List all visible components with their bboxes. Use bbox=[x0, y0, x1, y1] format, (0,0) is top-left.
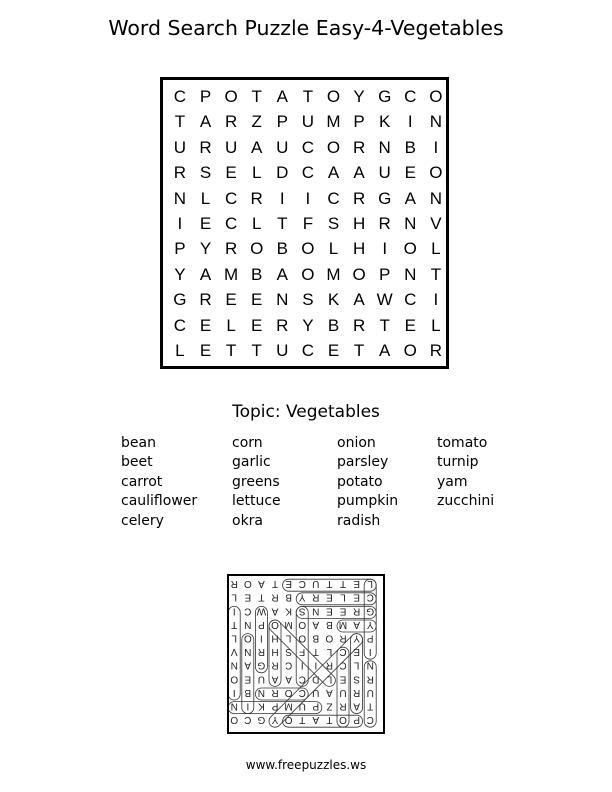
answer-letter: T bbox=[258, 591, 265, 603]
grid-letter: R bbox=[224, 112, 238, 132]
footer-url: www.freepuzzles.ws bbox=[245, 758, 367, 772]
answer-letter: W bbox=[256, 605, 267, 617]
word-column-1 bbox=[121, 434, 197, 531]
puzzle-title: Word Search Puzzle Easy-4-Vegetables bbox=[108, 16, 504, 40]
answer-letter: N bbox=[230, 700, 238, 712]
word-item: yam bbox=[437, 473, 468, 490]
word-item: potato bbox=[337, 473, 383, 490]
grid-letter: E bbox=[404, 163, 416, 183]
answer-letter: I bbox=[232, 605, 236, 617]
grid-letter: H bbox=[352, 214, 366, 233]
answer-letter: A bbox=[312, 714, 320, 726]
grid-letter: M bbox=[326, 264, 341, 284]
answer-letter: H bbox=[271, 632, 279, 644]
grid-letter: I bbox=[433, 290, 439, 310]
grid-letter: C bbox=[173, 87, 187, 106]
answer-letter: C bbox=[339, 646, 347, 658]
grid-letter: A bbox=[353, 163, 365, 183]
answer-letter: T bbox=[271, 578, 279, 590]
answer-letter: M bbox=[284, 700, 293, 712]
grid-letter: T bbox=[251, 87, 262, 106]
answer-letter: C bbox=[298, 578, 306, 590]
grid-letter: D bbox=[276, 163, 289, 183]
grid-letter: I bbox=[305, 188, 311, 208]
answer-letter: T bbox=[299, 714, 306, 726]
grid-letter: C bbox=[301, 137, 315, 157]
grid-letter: E bbox=[199, 341, 212, 360]
answer-letter: N bbox=[312, 605, 320, 617]
answer-letter: M bbox=[338, 618, 348, 630]
grid-letter: L bbox=[431, 239, 441, 259]
answer-letter: S bbox=[285, 646, 292, 658]
answer-letter: A bbox=[271, 673, 279, 685]
grid-letter: A bbox=[404, 188, 416, 208]
grid-letter: R bbox=[250, 188, 263, 208]
answer-letter: O bbox=[284, 686, 293, 698]
answer-letter: R bbox=[339, 700, 347, 712]
answer-letter: R bbox=[352, 686, 361, 698]
grid-letter: L bbox=[200, 188, 211, 208]
answer-letter: N bbox=[244, 618, 252, 630]
grid-letter: O bbox=[326, 137, 341, 157]
word-item: corn bbox=[232, 435, 263, 451]
grid-letter: T bbox=[302, 87, 314, 106]
answer-letter: R bbox=[257, 646, 266, 658]
word-column-2 bbox=[232, 434, 281, 531]
grid-letter: Y bbox=[302, 315, 314, 335]
grid-letter: P bbox=[174, 239, 186, 259]
grid-letter: B bbox=[276, 239, 288, 259]
answer-letter: C bbox=[284, 659, 293, 671]
answer-letter: L bbox=[353, 659, 360, 671]
grid-letter: I bbox=[279, 188, 285, 208]
answer-letter: H bbox=[271, 646, 279, 658]
answer-key bbox=[227, 574, 385, 734]
answer-letter: R bbox=[230, 578, 238, 590]
answer-letter: E bbox=[353, 591, 360, 603]
grid-letter: U bbox=[378, 163, 391, 183]
word-column-4 bbox=[437, 434, 494, 512]
grid-letter: C bbox=[327, 188, 340, 208]
answer-letter: V bbox=[230, 646, 238, 658]
answer-letter: O bbox=[243, 632, 252, 644]
answer-letter: I bbox=[300, 659, 304, 671]
grid-letter: Y bbox=[199, 239, 212, 259]
grid-letter: R bbox=[429, 341, 443, 360]
grid-letter: A bbox=[353, 290, 365, 310]
answer-letter: L bbox=[285, 632, 292, 644]
answer-highlight-loop bbox=[283, 715, 363, 727]
answer-letter: A bbox=[285, 673, 292, 685]
grid-letter: N bbox=[276, 290, 289, 310]
answer-letter: T bbox=[231, 618, 238, 630]
grid-letter: B bbox=[251, 264, 263, 284]
word-item: turnip bbox=[437, 454, 479, 471]
answer-letter: T bbox=[339, 578, 347, 590]
answer-letter: C bbox=[298, 673, 306, 685]
grid-letter: M bbox=[224, 264, 239, 284]
grid-letter: A bbox=[276, 264, 288, 284]
answer-letter: I bbox=[368, 646, 372, 658]
answer-letter: A bbox=[244, 659, 252, 671]
word-item: garlic bbox=[232, 454, 271, 471]
grid-letter: B bbox=[327, 315, 340, 335]
grid-letter: O bbox=[429, 87, 443, 106]
word-item: parsley bbox=[337, 454, 389, 471]
grid-letter: U bbox=[173, 137, 187, 157]
grid-letter: O bbox=[250, 239, 264, 259]
grid-letter: I bbox=[382, 239, 388, 259]
word-item: onion bbox=[337, 435, 376, 451]
grid-letter: G bbox=[378, 188, 392, 208]
word-item: celery bbox=[121, 512, 164, 529]
grid-letter: A bbox=[199, 264, 212, 284]
grid-letter: Z bbox=[251, 112, 262, 132]
answer-letter: E bbox=[353, 646, 360, 658]
grid-letter: L bbox=[175, 341, 185, 360]
grid-letter: N bbox=[404, 264, 417, 284]
answer-letter: L bbox=[367, 578, 373, 590]
answer-letter: E bbox=[285, 578, 292, 590]
answer-letter: P bbox=[271, 700, 279, 712]
answer-letter: R bbox=[271, 591, 279, 603]
grid-letter: N bbox=[378, 137, 391, 157]
word-item: greens bbox=[232, 473, 280, 490]
answer-letter: U bbox=[312, 578, 320, 590]
grid-letter: K bbox=[327, 290, 340, 310]
grid-letter: N bbox=[429, 112, 443, 132]
answer-letter: A bbox=[312, 618, 320, 630]
answer-letter: A bbox=[353, 700, 360, 712]
grid-letter: R bbox=[276, 315, 289, 335]
answer-letter: U bbox=[312, 686, 320, 698]
answer-letter: C bbox=[339, 659, 347, 671]
grid-letter: L bbox=[226, 315, 236, 335]
word-item: bean bbox=[121, 435, 156, 451]
grid-letter: R bbox=[199, 137, 212, 157]
grid-letter: L bbox=[251, 163, 262, 183]
answer-letter: B bbox=[326, 618, 333, 630]
grid-letter: C bbox=[224, 214, 238, 233]
answer-letter: O bbox=[271, 618, 279, 630]
answer-letter: R bbox=[312, 591, 320, 603]
answer-letter: G bbox=[257, 659, 266, 671]
grid-letter: O bbox=[326, 87, 341, 106]
answer-letter: A bbox=[258, 578, 265, 590]
grid-letter: M bbox=[326, 112, 341, 132]
word-column-3 bbox=[337, 434, 398, 531]
grid-letter: R bbox=[352, 315, 366, 335]
answer-letter: Y bbox=[298, 591, 306, 603]
answer-letter: P bbox=[366, 632, 374, 644]
answer-letter: E bbox=[339, 673, 347, 685]
grid-letter: G bbox=[378, 87, 392, 106]
grid-letter: S bbox=[302, 290, 314, 310]
answer-letter: Y bbox=[366, 618, 374, 630]
answer-letter: G bbox=[366, 605, 375, 617]
answer-letter: O bbox=[298, 632, 307, 644]
answer-letter: O bbox=[230, 673, 239, 685]
word-item: okra bbox=[232, 512, 264, 529]
grid-letter: T bbox=[251, 341, 262, 360]
answer-letter: L bbox=[326, 646, 333, 658]
answer-letter: U bbox=[366, 686, 374, 698]
grid-letter: K bbox=[379, 112, 391, 132]
answer-letter: O bbox=[230, 714, 239, 726]
answer-letter: E bbox=[339, 605, 347, 617]
grid-letter: R bbox=[173, 163, 187, 183]
grid-letter: E bbox=[225, 290, 237, 310]
grid-letter: R bbox=[352, 188, 366, 208]
grid-letter: L bbox=[431, 315, 441, 335]
grid-letter: B bbox=[404, 137, 416, 157]
answer-letter: F bbox=[299, 646, 306, 658]
answer-letter: B bbox=[312, 632, 320, 644]
grid-letter: O bbox=[301, 239, 315, 259]
grid-letter: O bbox=[224, 87, 238, 106]
answer-letter: P bbox=[312, 700, 320, 712]
word-item: lettuce bbox=[232, 493, 281, 510]
answer-letter: I bbox=[246, 700, 250, 712]
answer-letter: L bbox=[340, 591, 346, 603]
grid-letter: F bbox=[302, 214, 314, 233]
grid-letter: E bbox=[251, 290, 263, 310]
grid-letter: A bbox=[379, 341, 391, 360]
answer-letter: L bbox=[231, 632, 237, 644]
answer-letter: C bbox=[244, 714, 252, 726]
grid-letter: P bbox=[276, 112, 288, 132]
grid-letter: C bbox=[173, 315, 187, 335]
grid-letter: T bbox=[430, 264, 442, 284]
puzzle-grid bbox=[160, 77, 449, 369]
answer-letter: U bbox=[257, 673, 266, 685]
grid-letter: O bbox=[301, 264, 315, 284]
answer-letter: U bbox=[339, 686, 347, 698]
answer-letter: R bbox=[325, 659, 334, 671]
answer-key-graphic bbox=[229, 576, 383, 732]
answer-letter: E bbox=[244, 673, 252, 685]
answer-letter: K bbox=[258, 700, 265, 712]
grid-letter: A bbox=[327, 163, 340, 183]
grid-letter: H bbox=[352, 239, 366, 259]
grid-letter: L bbox=[251, 214, 262, 233]
answer-letter: K bbox=[285, 605, 292, 617]
grid-letter: R bbox=[224, 239, 238, 259]
answer-letter: N bbox=[257, 686, 266, 698]
answer-letter: B bbox=[285, 591, 292, 603]
answer-letter: R bbox=[339, 632, 347, 644]
answer-letter: Y bbox=[353, 632, 360, 644]
answer-letter: L bbox=[326, 673, 333, 685]
word-item: radish bbox=[337, 512, 381, 529]
grid-letter: I bbox=[177, 214, 183, 233]
answer-letter: O bbox=[325, 632, 334, 644]
answer-letter: M bbox=[284, 618, 293, 630]
answer-letter: E bbox=[326, 591, 333, 603]
grid-letter: Y bbox=[174, 264, 186, 284]
answer-letter: R bbox=[271, 659, 279, 671]
grid-letter: R bbox=[352, 137, 366, 157]
grid-letter: O bbox=[403, 341, 417, 360]
answer-letter: O bbox=[298, 618, 307, 630]
answer-letter: P bbox=[258, 618, 265, 630]
grid-letter: O bbox=[403, 239, 417, 259]
answer-letter: E bbox=[353, 578, 360, 590]
grid-letter: W bbox=[376, 290, 393, 310]
answer-letter: R bbox=[366, 673, 374, 685]
grid-letter: L bbox=[328, 239, 339, 259]
answer-letter: N bbox=[230, 659, 238, 671]
grid-letter: Y bbox=[353, 87, 365, 106]
grid-letter: E bbox=[404, 315, 416, 335]
grid-letter: E bbox=[327, 341, 340, 360]
grid-letter: C bbox=[404, 290, 417, 310]
grid-letter: P bbox=[353, 112, 365, 132]
word-item: zucchini bbox=[437, 493, 495, 510]
grid-letter: S bbox=[199, 163, 212, 183]
grid-letter: V bbox=[430, 214, 442, 233]
answer-letter: O bbox=[284, 714, 293, 726]
word-item: carrot bbox=[121, 473, 163, 490]
answer-letter: L bbox=[231, 591, 237, 603]
topic-heading: Topic: Vegetables bbox=[232, 402, 380, 422]
answer-letter: Y bbox=[271, 714, 279, 726]
answer-letter: O bbox=[339, 714, 347, 726]
grid-letter: T bbox=[379, 315, 390, 335]
answer-letter: S bbox=[298, 605, 306, 617]
grid-letter: O bbox=[352, 264, 366, 284]
word-item: pumpkin bbox=[337, 493, 399, 510]
grid-letter: U bbox=[276, 137, 289, 157]
answer-letter: G bbox=[257, 714, 266, 726]
grid-letter: E bbox=[251, 315, 263, 335]
grid-letter: E bbox=[199, 315, 212, 335]
grid-letter: O bbox=[429, 163, 443, 183]
answer-letter: I bbox=[232, 686, 236, 698]
grid-letter: U bbox=[276, 341, 289, 360]
answer-letter: S bbox=[353, 673, 360, 685]
answer-letter: T bbox=[326, 714, 333, 726]
answer-letter: I bbox=[314, 659, 318, 671]
grid-letter: T bbox=[225, 341, 237, 360]
answer-letter: P bbox=[353, 714, 360, 726]
word-item: cauliflower bbox=[121, 493, 198, 510]
grid-letter: I bbox=[433, 137, 439, 157]
answer-letter: T bbox=[326, 578, 333, 590]
grid-letter: S bbox=[327, 214, 340, 233]
answer-letter: N bbox=[366, 659, 374, 671]
answer-letter: A bbox=[353, 618, 360, 630]
grid-letter: A bbox=[276, 87, 288, 106]
word-item: tomato bbox=[437, 435, 488, 451]
answer-letter: A bbox=[326, 686, 333, 698]
answer-letter: C bbox=[244, 605, 252, 617]
answer-letter: R bbox=[352, 605, 361, 617]
grid-letter: T bbox=[174, 112, 186, 132]
answer-letter: C bbox=[298, 686, 306, 698]
grid-letter: P bbox=[199, 87, 212, 106]
grid-letter: N bbox=[429, 188, 443, 208]
answer-letter: A bbox=[271, 605, 279, 617]
answer-letter: C bbox=[366, 714, 374, 726]
grid-letter: U bbox=[301, 112, 315, 132]
answer-letter: T bbox=[367, 700, 374, 712]
grid-letter: C bbox=[224, 188, 238, 208]
answer-letter: O bbox=[243, 578, 252, 590]
grid-letter: N bbox=[173, 188, 187, 208]
answer-letter: R bbox=[271, 686, 279, 698]
answer-letter: I bbox=[260, 632, 263, 644]
answer-letter: T bbox=[312, 646, 319, 658]
grid-letter: P bbox=[379, 264, 391, 284]
answer-letter: C bbox=[366, 591, 374, 603]
answer-letter: B bbox=[244, 686, 252, 698]
answer-letter: E bbox=[244, 591, 252, 603]
grid-letter: A bbox=[251, 137, 263, 157]
grid-letter: T bbox=[277, 214, 288, 233]
grid-letter: C bbox=[301, 163, 315, 183]
grid-letter: U bbox=[224, 137, 238, 157]
grid-letter: C bbox=[301, 341, 315, 360]
grid-letter: N bbox=[404, 214, 417, 233]
answer-letter: E bbox=[326, 605, 333, 617]
grid-letter: G bbox=[173, 290, 187, 310]
grid-letter: R bbox=[378, 214, 391, 233]
grid-letter: T bbox=[353, 341, 365, 360]
grid-letter: E bbox=[199, 214, 212, 233]
answer-letter: N bbox=[244, 646, 252, 658]
grid-letter: E bbox=[225, 163, 237, 183]
answer-letter: U bbox=[298, 700, 306, 712]
grid-letter: I bbox=[407, 112, 413, 132]
grid-letter: A bbox=[199, 112, 212, 132]
word-item: beet bbox=[121, 454, 153, 471]
grid-letter: C bbox=[404, 87, 417, 106]
answer-letter: D bbox=[312, 673, 320, 685]
grid-letter: R bbox=[199, 290, 212, 310]
answer-letter: Z bbox=[326, 700, 333, 712]
